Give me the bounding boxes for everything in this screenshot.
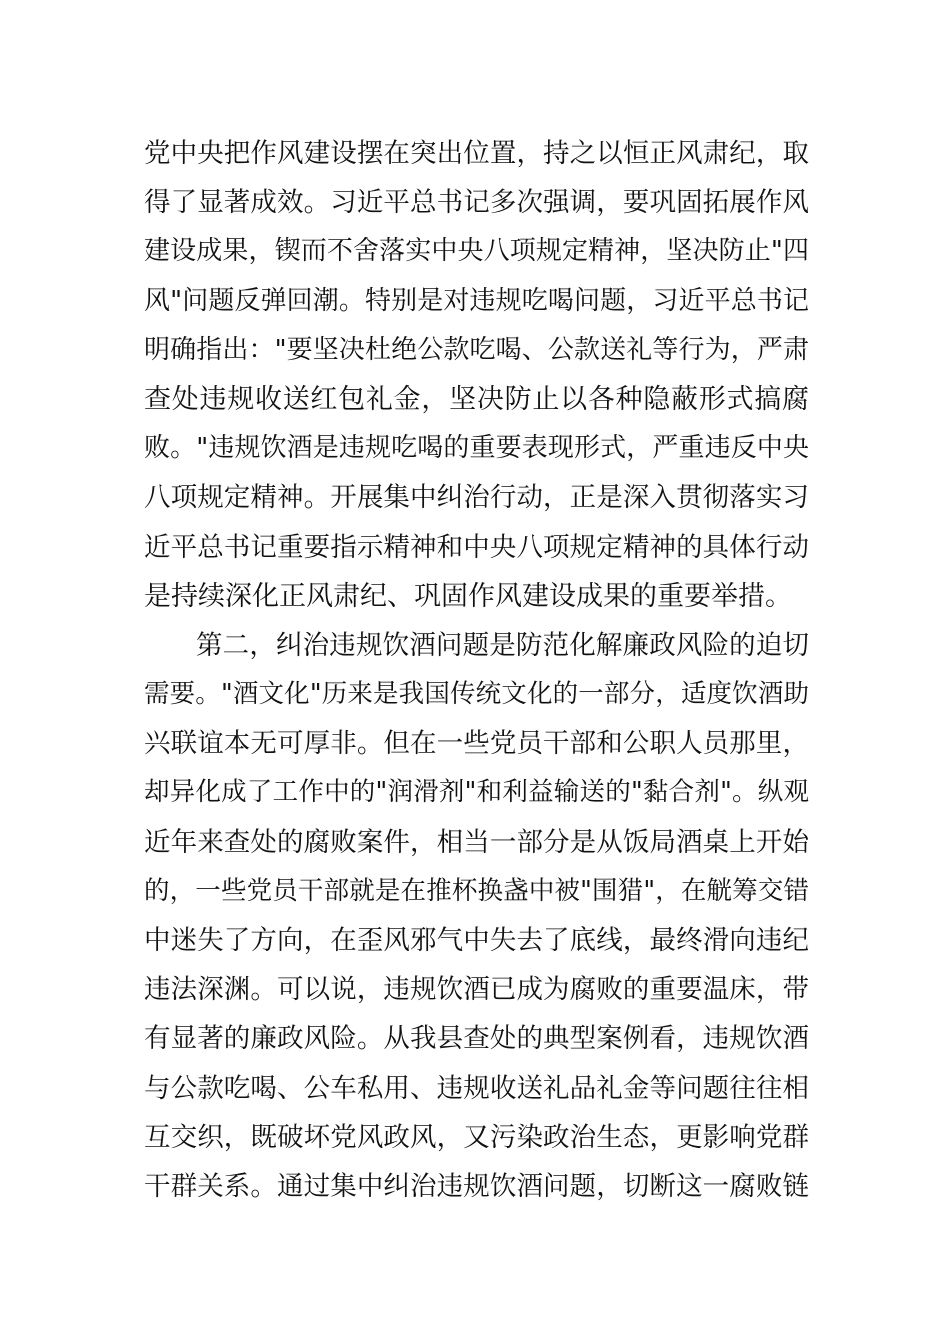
text-line: 明确指出："要坚决杜绝公款吃喝、公款送礼等行为，严肃 [144, 334, 809, 365]
body-text [144, 129, 809, 1211]
text-line: 查处违规收送红包礼金，坚决防止以各种隐蔽形式搞腐 [144, 383, 809, 415]
text-line: 的，一些党员干部就是在推杯换盏中被"围猎"，在觥筹交错 [144, 875, 809, 906]
text-line: 中迷失了方向，在歪风邪气中失去了底线，最终滑向违纪 [144, 925, 809, 956]
text-line: 是持续深化正风肃纪、巩固作风建设成果的重要举措。 [144, 580, 792, 612]
text-line: 干群关系。通过集中纠治违规饮酒问题，切断这一腐败链 [144, 1170, 809, 1202]
text-line: 建设成果，锲而不舍落实中央八项规定精神，坚决防止"四 [144, 236, 809, 267]
text-line: 违法深渊。可以说，违规饮酒已成为腐败的重要温床，带 [144, 974, 809, 1006]
text-line: 党中央把作风建设摆在突出位置，持之以恒正风肃纪，取 [144, 138, 809, 169]
text-line: 近平总书记重要指示精神和中央八项规定精神的具体行动 [144, 531, 809, 563]
text-line: 八项规定精神。开展集中纠治行动，正是深入贯彻落实习 [144, 482, 809, 514]
paragraph-start-line: 第二，纠治违规饮酒问题是防范化解廉政风险的迫切 [196, 629, 809, 661]
text-line: 风"问题反弹回潮。特别是对违规吃喝问题，习近平总书记 [144, 285, 809, 316]
text-line: 兴联谊本无可厚非。但在一些党员干部和公职人员那里， [144, 728, 809, 760]
text-line: 得了显著成效。习近平总书记多次强调，要巩固拓展作风 [144, 187, 809, 219]
text-line: 与公款吃喝、公车私用、违规收送礼品礼金等问题往往相 [144, 1072, 809, 1104]
text-line: 需要。"酒文化"历来是我国传统文化的一部分，适度饮酒助 [144, 679, 809, 710]
text-line: 近年来查处的腐败案件，相当一部分是从饭局酒桌上开始 [144, 826, 809, 858]
text-line: 却异化成了工作中的"润滑剂"和利益输送的"黏合剂"。纵观 [144, 777, 809, 808]
text-line: 互交织，既破坏党风政风，又污染政治生态，更影响党群 [144, 1121, 809, 1153]
text-line: 有显著的廉政风险。从我县查处的典型案例看，违规饮酒 [144, 1023, 809, 1055]
text-line: 败。"违规饮酒是违规吃喝的重要表现形式，严重违反中央 [144, 433, 809, 464]
